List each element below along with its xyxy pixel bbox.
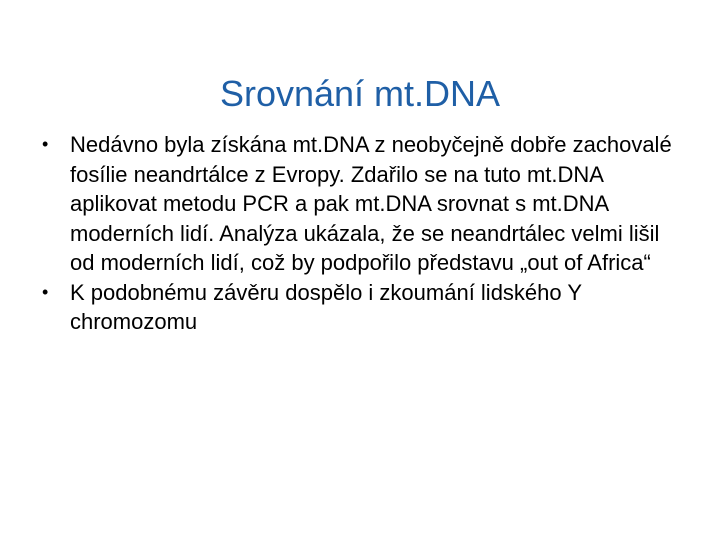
bullet-icon: • — [42, 281, 49, 302]
bullet-item-neanderthal-mtdna — [36, 130, 676, 278]
bullet-text: K podobnému závěru dospělo i zkoumání lidského Y chromozomu — [70, 279, 582, 334]
slide-title: Srovnání mt.DNA — [219, 73, 501, 114]
bullet-item-y-chromosome — [36, 278, 676, 337]
bullet-icon: • — [42, 134, 49, 154]
bullet-list — [36, 130, 676, 337]
bullet-text: Nedávno byla získána mt.DNA z neobyčejně dobře zachovalé fosílie neandrtálce z Evropy. Zdařilo se na tuto mt.DNA aplikovat metodu PCR a pak mt.DNA srovnat s mt.DNA moderních lidí. Analýza ukázala, že se neandrtálec velmi lišil od moderních lidí, což by podpořilo představu „out of Africa“ — [70, 132, 672, 275]
